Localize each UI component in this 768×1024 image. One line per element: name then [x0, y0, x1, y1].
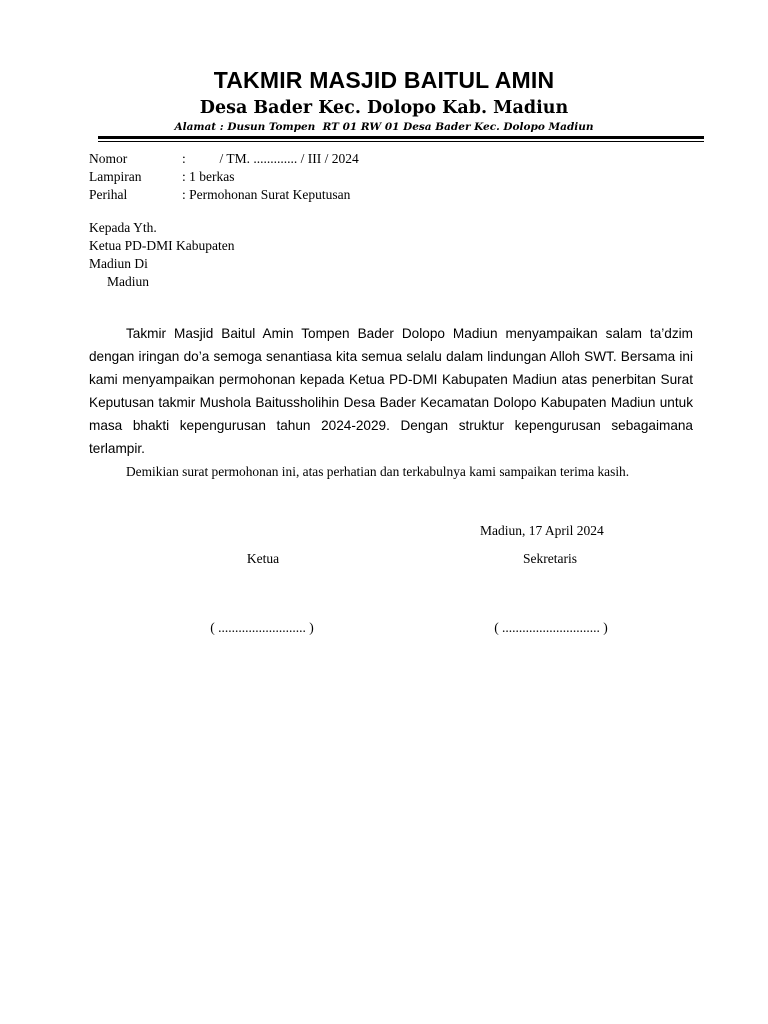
meta-row-lampiran: [89, 168, 359, 186]
letterhead-subtitle: Desa Bader Kec. Dolopo Kab. Madiun: [199, 98, 569, 118]
letterhead-rule-thick: [98, 136, 704, 139]
letterhead-rule-thin: [98, 141, 704, 142]
meta-value: : 1 berkas: [182, 169, 235, 184]
signature-title-sekretaris: Sekretaris: [523, 551, 577, 566]
meta-value: : Permohonan Surat Keputusan: [182, 187, 351, 202]
meta-row-nomor: [89, 150, 359, 168]
letterhead-title: TAKMIR MASJID BAITUL AMIN: [213, 67, 555, 93]
addressee-block: [89, 219, 234, 291]
addressee-line: Ketua PD-DMI Kabupaten: [89, 238, 235, 253]
letter-meta: [89, 150, 359, 204]
addressee-line: Madiun Di: [89, 256, 148, 271]
meta-row-perihal: [89, 186, 359, 204]
place-date: Madiun, 17 April 2024: [480, 523, 604, 538]
letterhead-address: Alamat : Dusun Tompen RT 01 RW 01 Desa Bader Kec. Dolopo Madiun: [174, 121, 594, 133]
meta-label: Nomor: [89, 151, 128, 166]
meta-value: : / TM. ............. / III / 2024: [182, 151, 359, 166]
meta-label: Lampiran: [89, 169, 142, 184]
signature-name-sekretaris: ( ............................. ): [494, 620, 608, 635]
signature-name-ketua: ( .......................... ): [210, 620, 314, 635]
body-paragraph: Takmir Masjid Baitul Amin Tompen Bader Dolopo Madiun menyampaikan salam ta’dzim dengan iringan do’a semoga senantiasa kita semua selalu dalam lindungan Alloh SWT. Bersama ini kami menyampaikan permohonan kepada Ketua PD-DMI Kabupaten Madiun atas penerbitan Surat Keputusan takmir Mushola Baitussholihin Desa Bader Kecamatan Dolopo Kabupaten Madiun untuk masa bhakti kepengurusan tahun 2024-2029. Dengan struktur kepengurusan sebagaimana terlampir.: [89, 326, 693, 456]
addressee-line: Kepada Yth.: [89, 220, 157, 235]
meta-label: Perihal: [89, 187, 128, 202]
addressee-line: Madiun: [107, 274, 149, 289]
signature-title-ketua: Ketua: [246, 551, 280, 566]
closing-paragraph: Demikian surat permohonan ini, atas perhatian dan terkabulnya kami sampaikan terima kasih.: [126, 464, 630, 479]
